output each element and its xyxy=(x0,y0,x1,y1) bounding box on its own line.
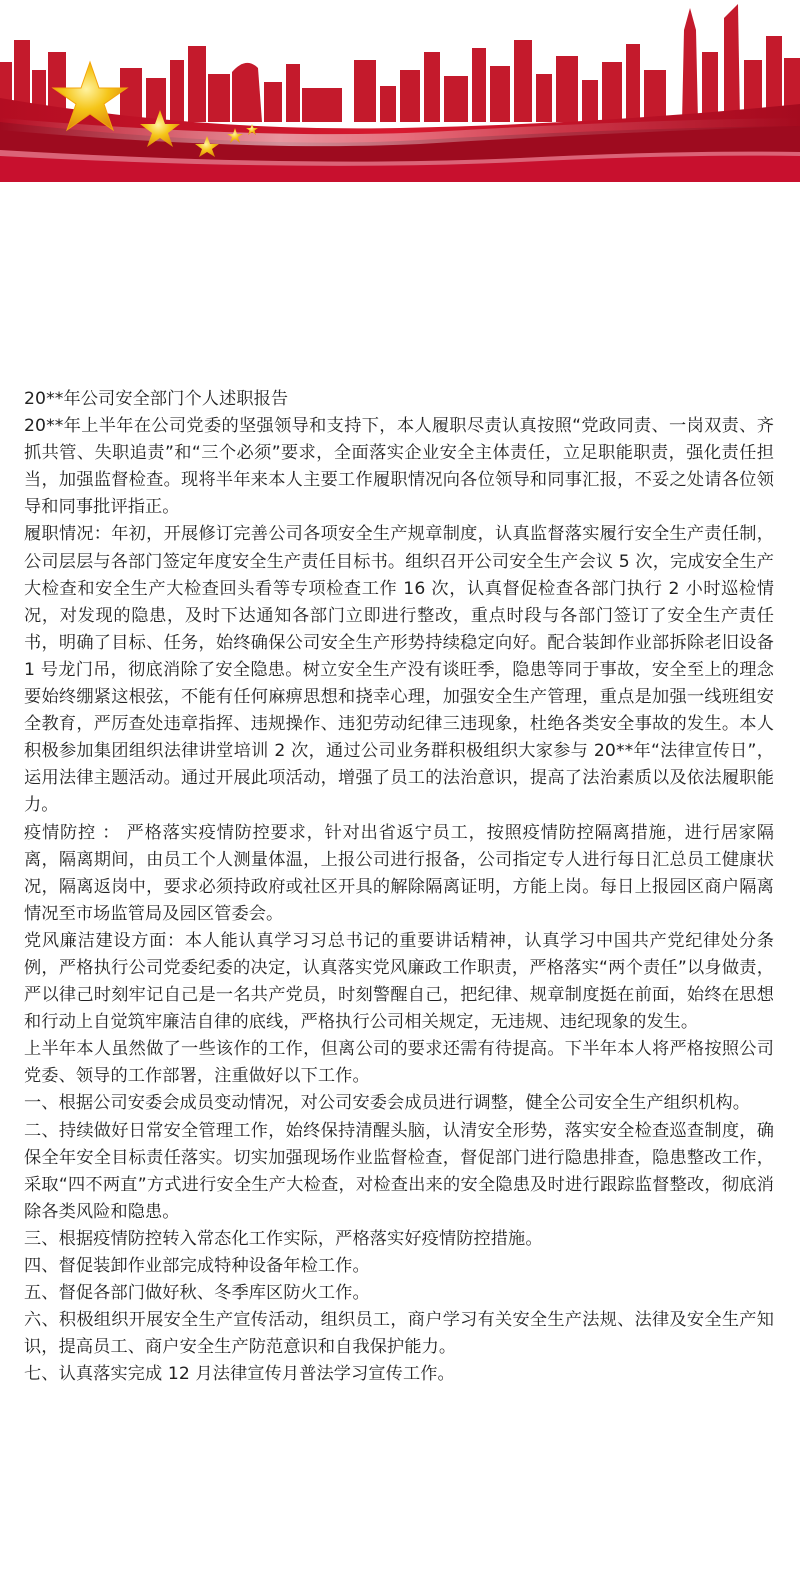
paragraph-epidemic: 疫情防控 ： 严格落实疫情防控要求，针对出省返宁员工，按照疫情防控隔离措施，进行居家隔离，隔离期间，由员工个人测量体温，上报公司进行报备，公司指定专人进行每日汇总员工健康状况，隔离返岗中，要求必须持政府或社区开具的解除隔离证明，方能上岗。每日上报园区商户隔离情况至市场监管局及园区管委会。 xyxy=(24,822,774,924)
report-document xyxy=(24,386,774,1388)
plan-item-7: 七、认真落实完成 12 月法律宣传月普法学习宣传工作。 xyxy=(24,1364,455,1385)
skyline-icon xyxy=(0,4,800,122)
report-title: 20**年公司安全部门个人述职报告 xyxy=(24,389,289,409)
banner xyxy=(0,0,800,182)
paragraph-summary: 上半年本人虽然做了一些该作的工作，但离公司的要求还需有待提高。下半年本人将严格按照公司党委、领导的工作部署，注重做好以下工作。 xyxy=(24,1039,774,1087)
plan-item-6: 六、积极组织开展安全生产宣传活动，组织员工，商户学习有关安全生产法规、法律及安全生产知识，提高员工、商户安全生产防范意识和自我保护能力。 xyxy=(24,1310,774,1358)
plan-item-2: 二、持续做好日常安全管理工作，始终保持清醒头脑，认清安全形势，落实安全检查巡查制度，确保全年安全目标责任落实。切实加强现场作业监督检查，督促部门进行隐患排查，隐患整改工作，采取“四不两直”方式进行安全生产大检查，对检查出来的安全隐患及时进行跟踪监督整改，彻底消除各类风险和隐患。 xyxy=(24,1120,774,1222)
plan-item-5: 五、督促各部门做好秋、冬季库区防火工作。 xyxy=(24,1283,370,1304)
plan-item-3: 三、根据疫情防控转入常态化工作实际，严格落实好疫情防控措施。 xyxy=(24,1228,543,1249)
plan-item-1: 一、根据公司安委会成员变动情况，对公司安委会成员进行调整，健全公司安全生产组织机构。 xyxy=(24,1093,751,1114)
plan-item-4: 四、督促装卸作业部完成特种设备年检工作。 xyxy=(24,1256,370,1276)
paragraph-intro: 20**年上半年在公司党委的坚强领导和支持下，本人履职尽责认真按照“党政同责、一岗双责、齐抓共管、失职追责”和“三个必须”要求，全面落实企业安全主体责任，立足职能职责，强化责任担当，加强监督检查。现将半年来本人主要工作履职情况向各位领导和同事汇报，不妥之处请各位领导和同事批评指正。 xyxy=(24,416,774,518)
paragraph-duties: 履职情况：年初，开展修订完善公司各项安全生产规章制度，认真监督落实履行安全生产责任制，公司层层与各部门签定年度安全生产责任目标书。组织召开公司安全生产会议 5 次，完成安全生产大检查和安全生产大检查回头看等专项检查工作 16 次，认真督促检查各部门执行 2 小时巡检情况，对发现的隐患，及时下达通知各部门立即进行整改，重点时段与各部门签订了安全生产责任书，明确了目标、任务，始终确保公司安全生产形势持续稳定向好。配合装卸作业部拆除老旧设备 1 号龙门吊，彻底消除了安全隐患。树立安全生产没有谈旺季，隐患等同于事故，安全至上的理念要始终绷紧这根弦，不能有任何麻痹思想和挠幸心理，加强安全生产管理，重点是加强一线班组安全教育，严厉查处违章指挥、违规操作、违犯劳动纪律三违现象，杜绝各类安全事故的发生。本人积极参加集团组织法律讲堂培训 2 次，通过公司业务群积极组织大家参与 20**年“法律宣传日”，运用法律主题活动。通过开展此项活动，增强了员工的法治意识，提高了法治素质以及依法履职能力。 xyxy=(24,524,774,816)
paragraph-integrity: 党风廉洁建设方面：本人能认真学习习总书记的重要讲话精神，认真学习中国共产党纪律处分条例，严格执行公司党委纪委的决定，认真落实党风廉政工作职责，严格落实“两个责任”以身做责，严以律己时刻牢记自己是一名共产党员，时刻警醒自己，把纪律、规章制度挺在前面，始终在思想和行动上自觉筑牢廉洁自律的底线，严格执行公司相关规定，无违规、违纪现象的发生。 xyxy=(24,930,774,1033)
